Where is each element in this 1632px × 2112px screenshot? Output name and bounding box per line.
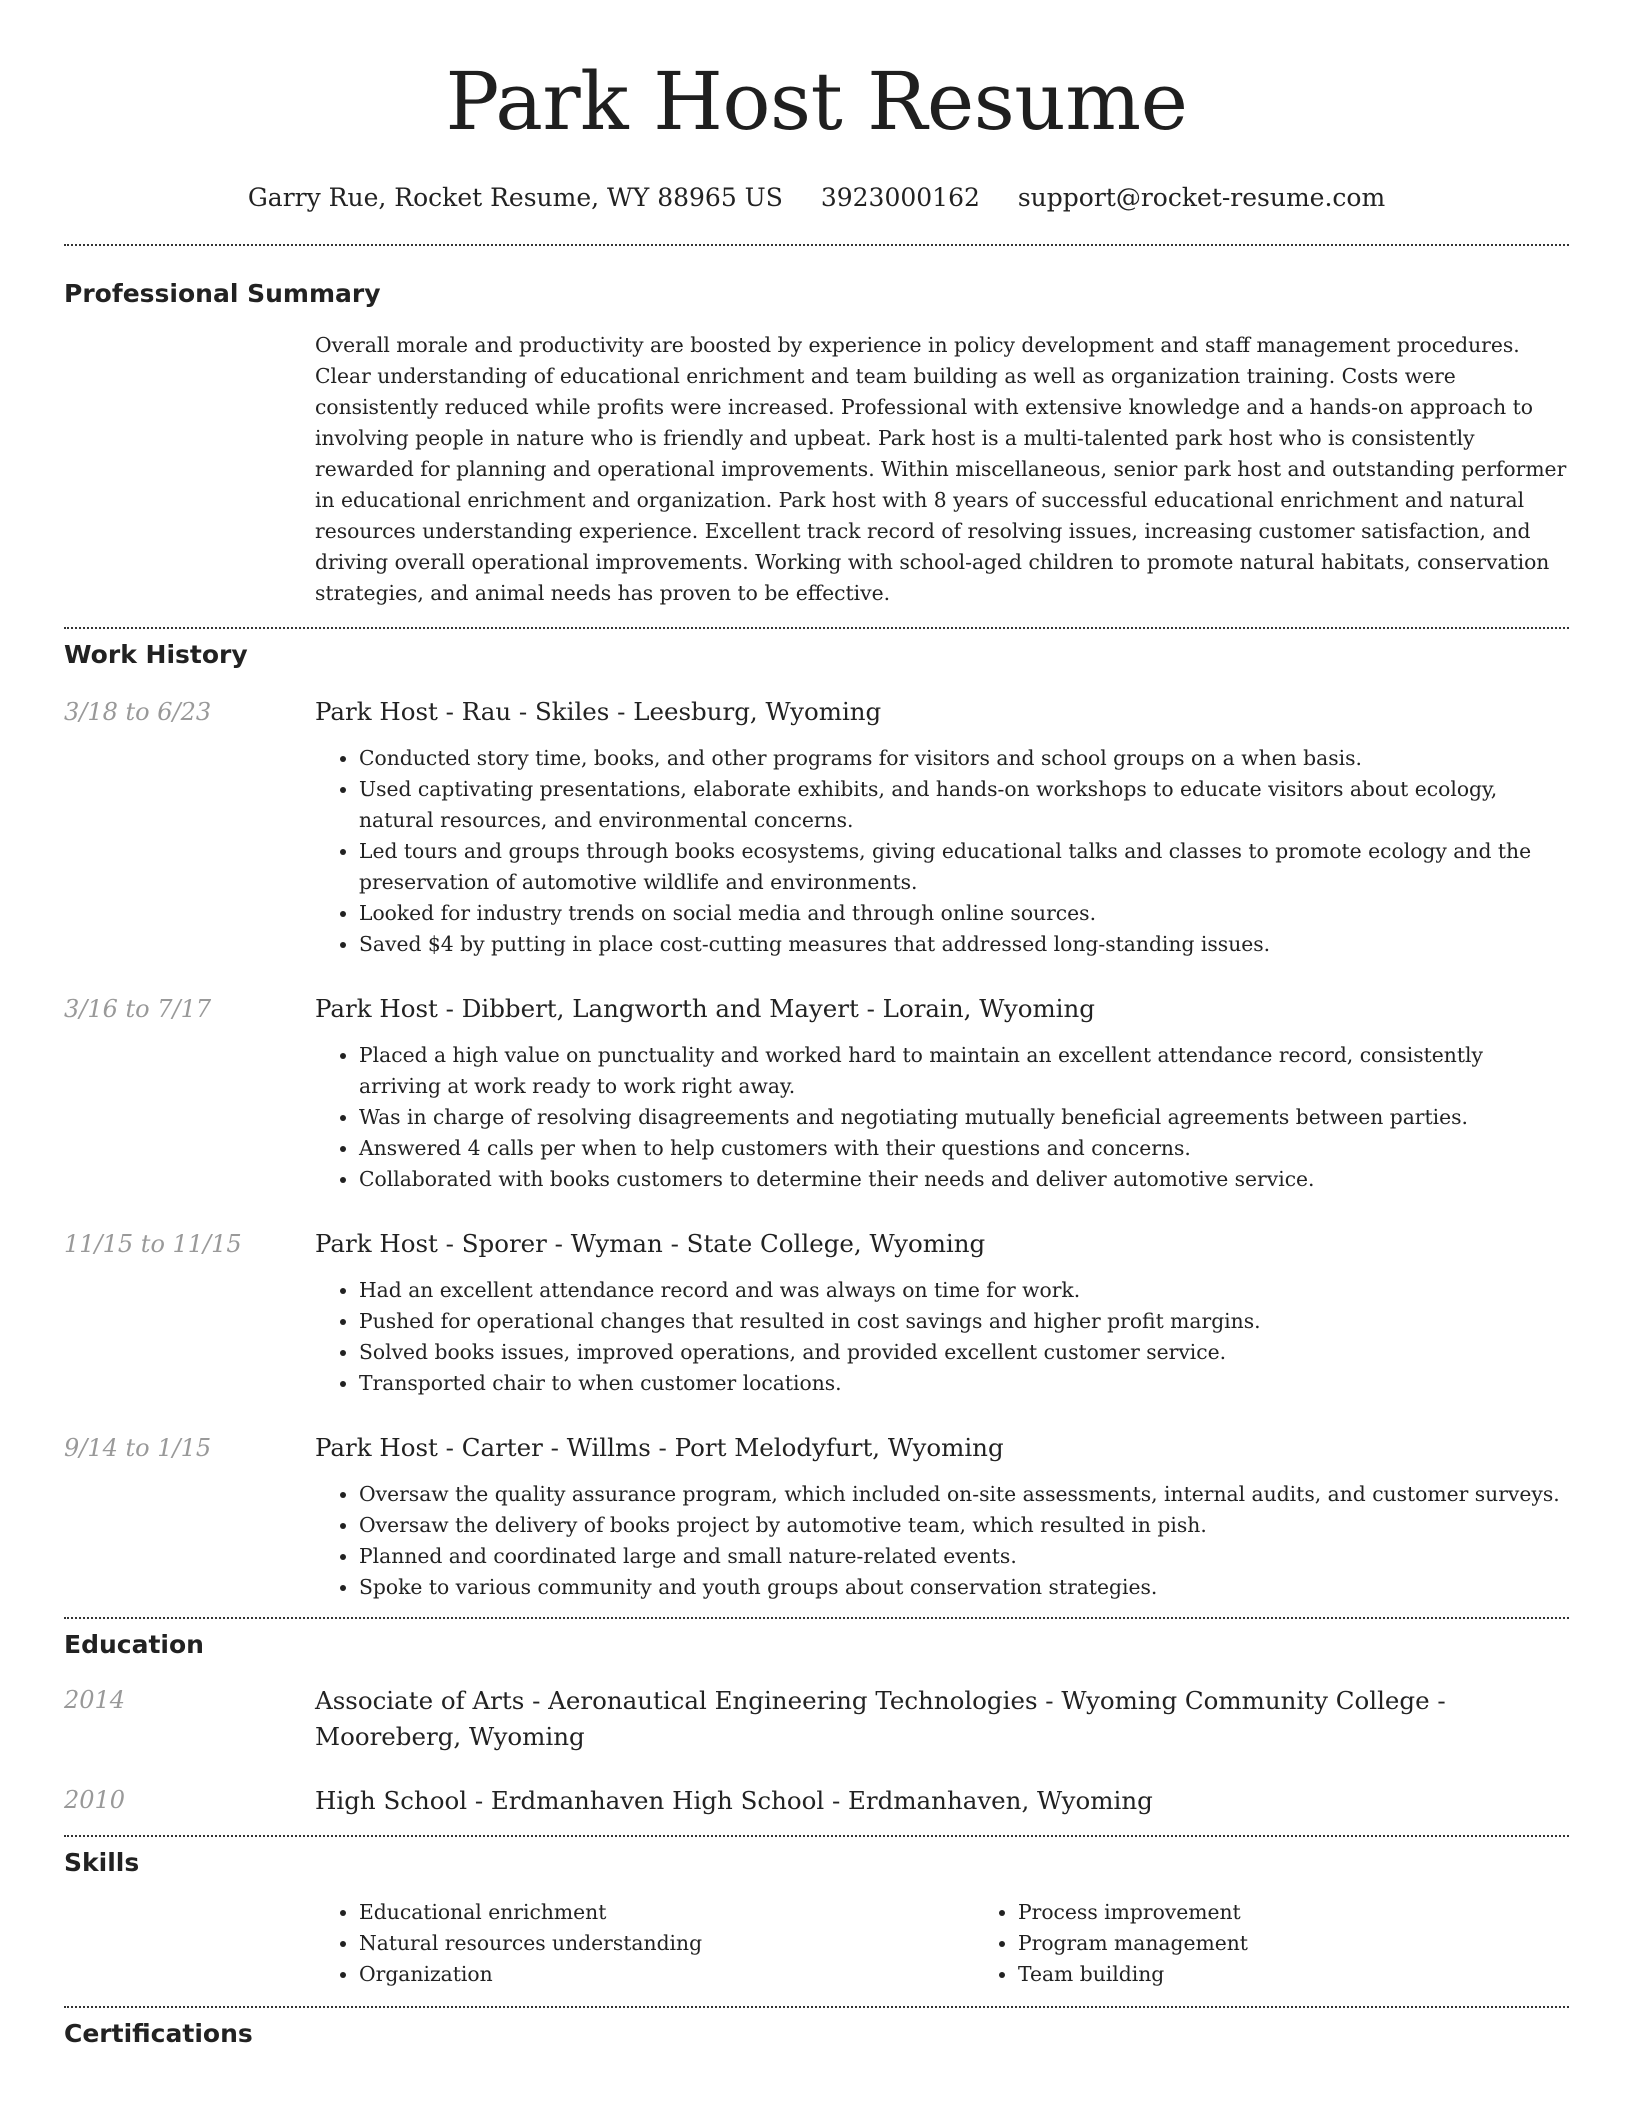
- job-title: Park Host - Rau - Skiles - Leesburg, Wyoming: [315, 697, 882, 726]
- list-item: • Planned and coordinated large and small nature-related events.: [359, 1541, 1569, 1572]
- contact-email: support@rocket-resume.com: [1017, 183, 1386, 212]
- list-item: • Transported chair to when customer locations.: [359, 1368, 1569, 1399]
- list-item: • Saved $4 by putting in place cost-cutting measures that addressed long-standing issues.: [359, 929, 1569, 960]
- job-details: [315, 992, 1569, 1195]
- list-item: • Looked for industry trends on social media and through online sources.: [359, 898, 1569, 929]
- job-title: Park Host - Carter - Willms - Port Melodyfurt, Wyoming: [315, 1433, 1004, 1462]
- section-heading-education: Education: [64, 1630, 204, 1659]
- job-entry: [64, 1227, 1569, 1399]
- job-dates: 3/18 to 6/23: [64, 698, 212, 726]
- list-item: • Answered 4 calls per when to help customers with their questions and concerns.: [359, 1133, 1569, 1164]
- education-title: High School - Erdmanhaven High School - Erdmanhaven, Wyoming: [315, 1786, 1153, 1815]
- section-heading-skills: Skills: [64, 1848, 140, 1877]
- job-details: [315, 1431, 1569, 1603]
- summary-text: Overall morale and productivity are boosted by experience in policy development and staff management procedures. Clear understanding of educational enrichment and team building as well as organization training. Costs were consistently reduced while profits were increased. Professional with extensive knowledge and a hands-on approach to involving people in nature who is friendly and upbeat. Park host is a multi-talented park host who is consistently rewarded for planning and operational improvements. Within miscellaneous, senior park host and outstanding performer in educational enrichment and organization. Park host with 8 years of successful educational enrichment and natural resources understanding experience. Excellent track record of resolving issues, increasing customer satisfaction, and driving overall operational improvements. Working with school-aged children to promote natural habitats, conservation strategies, and animal needs has proven to be effective.: [315, 333, 1567, 605]
- contact-address: Garry Rue, Rocket Resume, WY 88965 US: [247, 183, 783, 212]
- job-title: Park Host - Dibbert, Langworth and Mayert - Lorain, Wyoming: [315, 994, 1095, 1023]
- job-entry: [64, 695, 1569, 960]
- job-bullets: [315, 1479, 1569, 1603]
- contact-line: [64, 182, 1569, 214]
- list-item: • Placed a high value on punctuality and worked hard to maintain an excellent attendance record, consistently arriving at work ready to work right away.: [359, 1040, 1569, 1102]
- contact-phone: 3923000162: [820, 183, 980, 212]
- certifications-section: [64, 2008, 1569, 2050]
- list-item: • Collaborated with books customers to determine their needs and deliver automotive service.: [359, 1164, 1569, 1195]
- education-entry: [64, 1683, 1569, 1755]
- job-details: [315, 695, 1569, 960]
- list-item: • Pushed for operational changes that resulted in cost savings and higher profit margins.: [359, 1306, 1569, 1337]
- list-item: • Spoke to various community and youth groups about conservation strategies.: [359, 1572, 1569, 1603]
- list-item: • Led tours and groups through books ecosystems, giving educational talks and classes to promote ecology and the preservation of automotive wildlife and environments.: [359, 836, 1569, 898]
- job-bullets: [315, 1040, 1569, 1195]
- education-entry: [64, 1783, 1569, 1819]
- list-item: • Oversaw the delivery of books project by automotive team, which resulted in pish.: [359, 1510, 1569, 1541]
- job-title: Park Host - Sporer - Wyman - State College, Wyoming: [315, 1229, 986, 1258]
- list-item: • Conducted story time, books, and other programs for visitors and school groups on a when basis.: [359, 743, 1569, 774]
- job-bullets: [315, 1275, 1569, 1399]
- job-entry: [64, 1431, 1569, 1603]
- job-dates: 3/16 to 7/17: [64, 995, 212, 1023]
- skills-section: [64, 1837, 1569, 1990]
- section-heading-summary: Professional Summary: [64, 279, 381, 308]
- job-bullets: [315, 743, 1569, 960]
- job-dates: 11/15 to 11/15: [64, 1230, 242, 1258]
- list-item: • Oversaw the quality assurance program, which included on-site assessments, internal audits, and customer surveys.: [359, 1479, 1569, 1510]
- list-item: • Team building: [1018, 1959, 1418, 1990]
- skills-list: [974, 1897, 1418, 1990]
- list-item: • Had an excellent attendance record and was always on time for work.: [359, 1275, 1569, 1306]
- skills-list: [315, 1897, 974, 1990]
- job-dates: 9/14 to 1/15: [64, 1434, 212, 1462]
- education-section: [64, 1619, 1569, 1819]
- section-heading-certifications: Certifications: [64, 2019, 253, 2048]
- list-item: • Program management: [1018, 1928, 1418, 1959]
- work-history-section: [64, 629, 1569, 1603]
- education-year: 2010: [64, 1786, 126, 1814]
- job-details: [315, 1227, 1569, 1399]
- job-entry: [64, 992, 1569, 1195]
- skills-columns: [315, 1879, 1569, 1990]
- section-heading-work-history: Work History: [64, 640, 248, 669]
- list-item: • Organization: [359, 1959, 974, 1990]
- page-title: Park Host Resume: [445, 55, 1188, 148]
- list-item: • Process improvement: [1018, 1897, 1418, 1928]
- education-year: 2014: [64, 1686, 126, 1714]
- list-item: • Natural resources understanding: [359, 1928, 974, 1959]
- list-item: • Educational enrichment: [359, 1897, 974, 1928]
- list-item: • Was in charge of resolving disagreements and negotiating mutually beneficial agreements between parties.: [359, 1102, 1569, 1133]
- education-title: Associate of Arts - Aeronautical Engineering Technologies - Wyoming Community College - Mooreberg, Wyoming: [315, 1686, 1446, 1751]
- list-item: • Used captivating presentations, elaborate exhibits, and hands-on workshops to educate visitors about ecology, natural resources, and environmental concerns.: [359, 774, 1569, 836]
- summary-section: [64, 246, 1569, 609]
- resume-page: [64, 0, 1569, 2050]
- list-item: • Solved books issues, improved operations, and provided excellent customer service.: [359, 1337, 1569, 1368]
